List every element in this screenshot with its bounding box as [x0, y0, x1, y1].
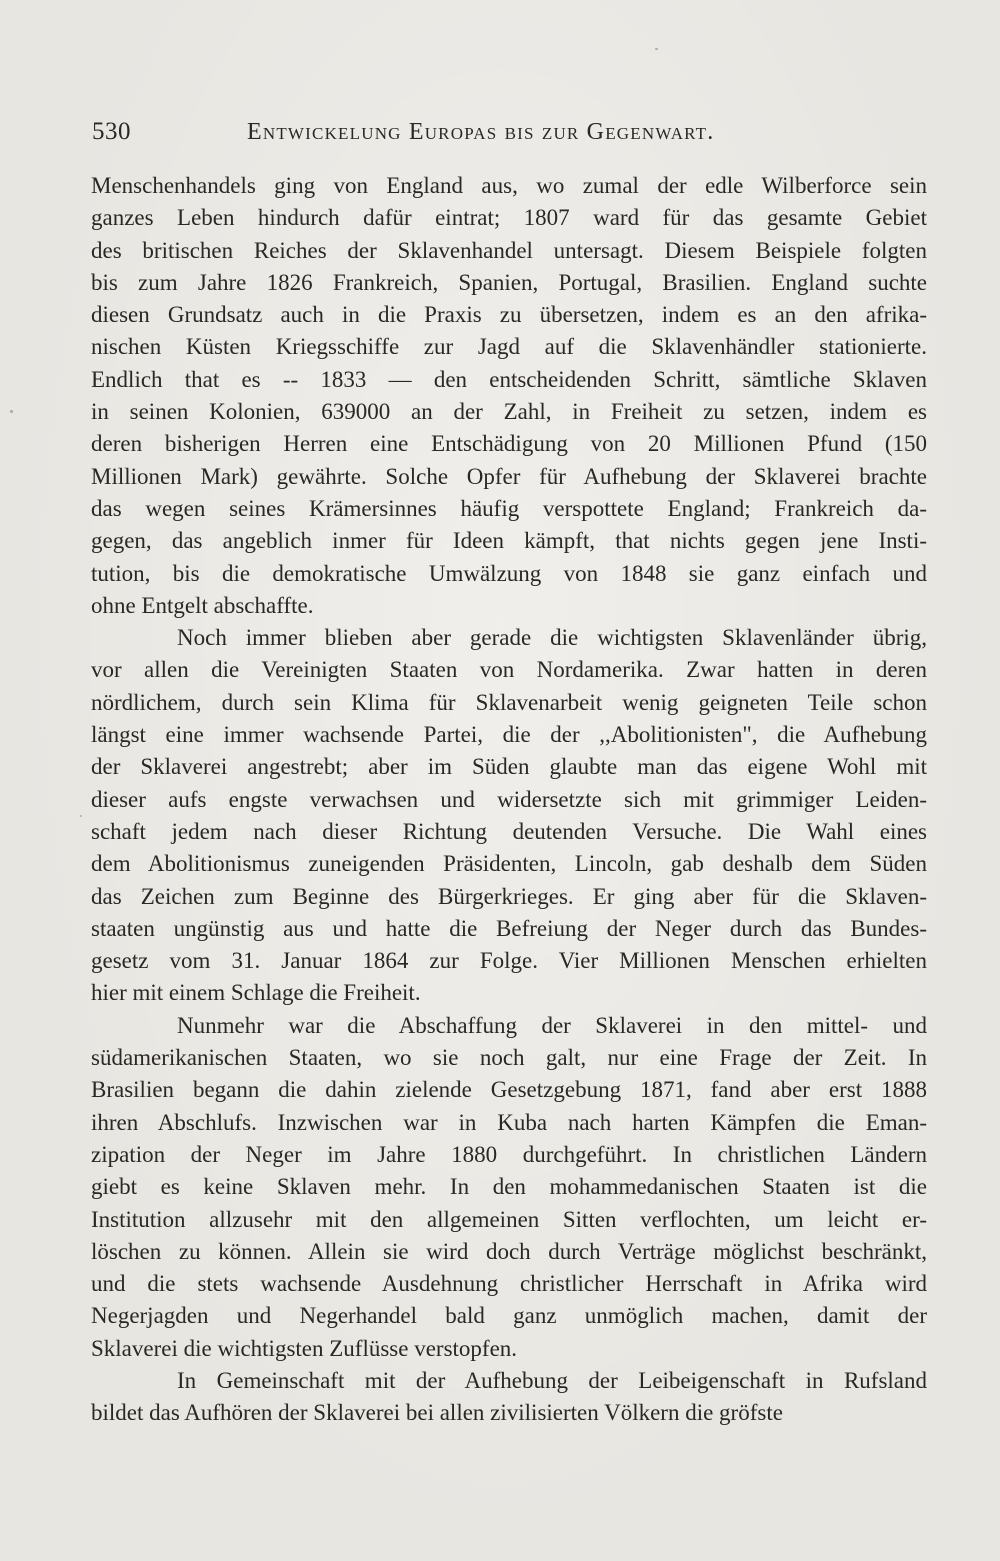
- text-line: giebt es keine Sklaven mehr. In den mohammedanischen Staaten ist die: [91, 1174, 927, 1200]
- paragraph: [91, 170, 927, 622]
- text-line: bis zum Jahre 1826 Frankreich, Spanien, Portugal, Brasilien. England suchte: [91, 269, 927, 295]
- running-head: [92, 112, 922, 152]
- text-line: schaft jedem nach dieser Richtung deutenden Versuche. Die Wahl eines: [91, 818, 927, 844]
- text-line: diesen Grundsatz auch in die Praxis zu übersetzen, indem es an den afrika-: [91, 302, 927, 328]
- text-line: zipation der Neger im Jahre 1880 durchgeführt. In christlichen Ländern: [91, 1141, 927, 1167]
- text-line: nördlichem, durch sein Klima für Sklavenarbeit wenig geigneten Teile schon: [91, 689, 927, 715]
- text-line: dieser aufs engste verwachsen und widersetzte sich mit grimmiger Leiden-: [91, 786, 927, 812]
- text-line: und die stets wachsende Ausdehnung christlicher Herrschaft in Afrika wird: [91, 1271, 927, 1297]
- text-line: der Sklaverei angestrebt; aber im Süden glaubte man das eigene Wohl mit: [91, 754, 927, 780]
- text-line: Millionen Mark) gewährte. Solche Opfer für Aufhebung der Sklaverei brachte: [91, 463, 927, 489]
- text-line: vor allen die Vereinigten Staaten von Nordamerika. Zwar hatten in deren: [91, 657, 927, 683]
- paper-speck: [10, 410, 13, 413]
- text-line: Brasilien begann die dahin zielende Gesetzgebung 1871, fand aber erst 1888: [91, 1077, 927, 1103]
- text-line: Sklaverei die wichtigsten Zuflüsse verstopfen.: [91, 1335, 518, 1361]
- text-line: Noch immer blieben aber gerade die wichtigsten Sklavenländer übrig,: [177, 625, 927, 651]
- text-line: tution, bis die demokratische Umwälzung von 1848 sie ganz einfach und: [91, 560, 927, 586]
- text-line: Endlich that es -- 1833 — den entscheidenden Schritt, sämtliche Sklaven: [91, 366, 927, 392]
- text-line: löschen zu können. Allein sie wird doch durch Verträge möglichst beschränkt,: [91, 1238, 927, 1264]
- text-line: gesetz vom 31. Januar 1864 zur Folge. Vier Millionen Menschen erhielten: [91, 948, 927, 974]
- text-line: längst eine immer wachsende Partei, die der ,,Abolitionisten", die Aufhebung: [91, 722, 927, 748]
- text-line: ihren Abschlufs. Inzwischen war in Kuba nach harten Kämpfen die Eman-: [91, 1109, 927, 1135]
- text-line: ganzes Leben hindurch dafür eintrat; 1807 ward für das gesamte Gebiet: [91, 205, 927, 231]
- text-line: das Zeichen zum Beginne des Bürgerkrieges. Er ging aber für die Sklaven-: [91, 883, 927, 909]
- page-number: 530: [92, 118, 131, 145]
- text-line: In Gemeinschaft mit der Aufhebung der Leibeigenschaft in Rufsland: [177, 1367, 927, 1393]
- paragraph: [91, 622, 927, 1010]
- paper-speck: [655, 48, 658, 50]
- paragraph: [91, 1365, 927, 1430]
- paper-speck: [80, 815, 82, 817]
- text-line: Menschenhandels ging von England aus, wo zumal der edle Wilberforce sein: [91, 173, 927, 198]
- text-line: südamerikanischen Staaten, wo sie noch galt, nur eine Frage der Zeit. In: [91, 1045, 927, 1071]
- text-line: deren bisherigen Herren eine Entschädigung von 20 Millionen Pfund (150: [91, 431, 927, 457]
- text-line: in seinen Kolonien, 639000 an der Zahl, in Freiheit zu setzen, indem es: [91, 399, 927, 425]
- text-line: Negerjagden und Negerhandel bald ganz unmöglich machen, damit der: [91, 1303, 927, 1329]
- text-line: hier mit einem Schlage die Freiheit.: [91, 980, 421, 1006]
- text-line: dem Abolitionismus zuneigenden Präsidenten, Lincoln, gab deshalb dem Süden: [91, 851, 927, 877]
- text-line: bildet das Aufhören der Sklaverei bei allen zivilisierten Völkern die gröfste: [91, 1400, 783, 1426]
- text-line: des britischen Reiches der Sklavenhandel untersagt. Diesem Beispiele folgten: [91, 237, 927, 263]
- text-line: Institution allzusehr mit den allgemeinen Sitten verflochten, um leicht er-: [91, 1206, 927, 1232]
- running-title: Entwickelung Europas bis zur Gegenwart.: [247, 119, 715, 145]
- text-line: ohne Entgelt abschaffte.: [91, 592, 314, 618]
- text-line: staaten ungünstig aus und hatte die Befreiung der Neger durch das Bundes-: [91, 915, 927, 941]
- paragraph: [91, 1010, 927, 1365]
- text-line: nischen Küsten Kriegsschiffe zur Jagd auf die Sklavenhändler stationierte.: [91, 334, 927, 360]
- body-text: [91, 170, 927, 1430]
- text-line: Nunmehr war die Abschaffung der Sklaverei in den mittel- und: [177, 1012, 927, 1038]
- text-line: das wegen seines Krämersinnes häufig verspottete England; Frankreich da-: [91, 495, 927, 521]
- text-line: gegen, das angeblich inmer für Ideen kämpft, that nichts gegen jene Insti-: [91, 528, 927, 554]
